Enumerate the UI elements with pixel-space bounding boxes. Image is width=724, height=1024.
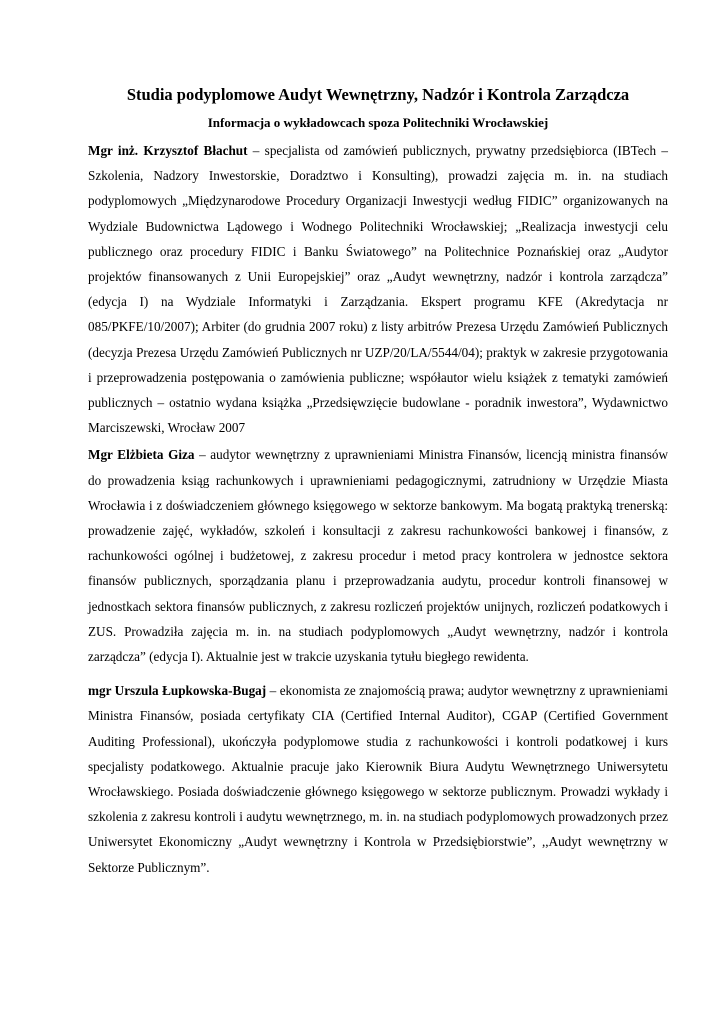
lecturer-bio [88, 678, 668, 880]
lecturer-bio [88, 138, 668, 440]
document-page [88, 84, 668, 880]
lecturer-description: – audytor wewnętrzny z uprawnieniami Ministra Finansów, licencją ministra finansów do prowadzenia ksiąg rachunkowych i uprawnieniami pedagogicznymi, zatrudniony w Urzędzie Miasta Wrocławia i z doświadczeniem głównego księgowego w sektorze bankowym. Ma bogatą praktyką trenerską: prowadzenie zajęć, wykładów, szkoleń i konsultacji z zakresu rachunkowości bankowej i finansów, z rachunkowości ogólnej i budżetowej, z zakresu procedur i metod pracy kontrolera w jednostce sektora finansów publicznych, sporządzania planu i przeprowadzania audytu, procedur kontroli finansowej w jednostkach sektora finansów publicznych, z zakresu rozliczeń projektów unijnych, rozliczeń podatkowych i ZUS. Prowadziła zajęcia m. in. na studiach podyplomowych „Audyt wewnętrzny, nadzór i kontrola zarządcza” (edycja I). Aktualnie jest w trakcie uzyskania tytułu biegłego rewidenta. [88, 447, 668, 665]
lecturer-bio [88, 442, 668, 669]
lecturer-description: – specjalista od zamówień publicznych, prywatny przedsiębiorca (IBTech – Szkolenia, Nadzory Inwestorskie, Doradztwo i Konsulting), prowadzi zajęcia m. in. na studiach podyplomowych „Międzynarodowe Procedury Organizacji Inwestycji według FIDIC” organizowanych na Wydziale Budownictwa Lądowego i Wodnego Politechniki Wrocławskiej; „Realizacja inwestycji celu publicznego oraz procedury FIDIC i Banku Światowego” na Politechnice Poznańskiej oraz „Audytor projektów finansowanych z Unii Europejskiej” oraz „Audyt wewnętrzny, nadzór i kontrola zarządcza” (edycja I) na Wydziale Informatyki i Zarządzania. Ekspert programu KFE (Akredytacja nr 085/PKFE/10/2007); Arbiter (do grudnia 2007 roku) z listy arbitrów Prezesa Urzędu Zamówień Publicznych (decyzja Prezesa Urzędu Zamówień Publicznych nr UZP/20/LA/5544/04); praktyk w zakresie przygotowania i przeprowadzenia postępowania o zamówienia publiczne; współautor wielu książek z tematyki zamówień publicznych – ostatnio wydana książka „Przedsięwzięcie budowlane - poradnik inwestora”, Wydawnictwo Marciszewski, Wrocław 2007 [88, 143, 668, 436]
lecturer-name: mgr Urszula Łupkowska-Bugaj [88, 683, 267, 699]
lecturer-description: – ekonomista ze znajomością prawa; audytor wewnętrzny z uprawnieniami Ministra Finansów, posiada certyfikaty CIA (Certified Internal Auditor), CGAP (Certified Government Auditing Professional), ukończyła podyplomowe studia z rachunkowości i kontroli podatkowej i kurs specjalisty podatkowego. Aktualnie pracuje jako Kierownik Biura Audytu Wewnętrznego Uniwersytetu Wrocławskiego. Posiada doświadczenie głównego księgowego w sektorze publicznym. Prowadzi wykłady i szkolenia z zakresu kontroli i audytu wewnętrznego, m. in. na studiach podyplomowych prowadzonych przez Uniwersytet Ekonomiczny „Audyt wewnętrzny i Kontrola w Przedsiębiorstwie”, ,,Audyt wewnętrzny w Sektorze Publicznym”. [88, 683, 668, 875]
document-title: Studia podyplomowe Audyt Wewnętrzny, Nadzór i Kontrola Zarządcza [126, 85, 630, 104]
lecturer-name: Mgr inż. Krzysztof Błachut [88, 143, 248, 158]
lecturer-name: Mgr Elżbieta Giza [88, 447, 195, 463]
document-subtitle: Informacja o wykładowcach spoza Politechniki Wrocławskiej [207, 115, 549, 130]
